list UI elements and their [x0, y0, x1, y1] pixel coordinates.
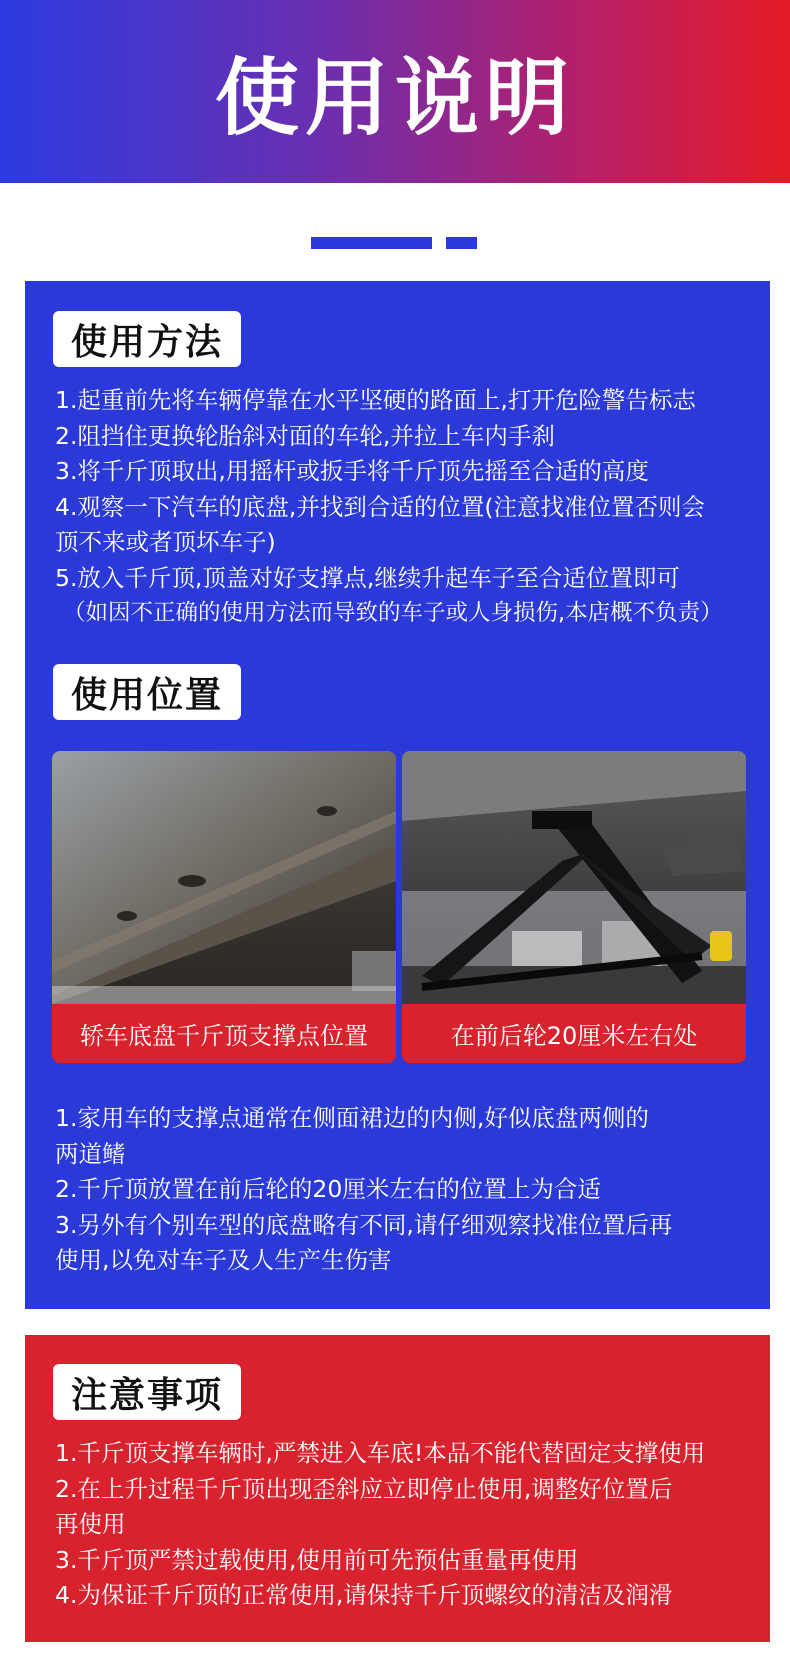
list-item: 3.将千斤顶取出,用摇杆或扳手将千斤顶先摇至合适的高度	[55, 457, 649, 485]
car-underbody-photo	[52, 751, 396, 1004]
photo-caption: 轿车底盘千斤顶支撑点位置	[52, 1004, 396, 1063]
list-item: 2.阻挡住更换轮胎斜对面的车轮,并拉上车内手刹	[55, 421, 555, 450]
list-item: 5.放入千斤顶,顶盖对好支撑点,继续升起车子至合适位置即可	[55, 563, 680, 592]
divider-bar	[311, 237, 432, 249]
photo-caption: 在前后轮20厘米左右处	[402, 1004, 746, 1063]
usage-position-list	[55, 1101, 672, 1279]
page-title: 使用说明	[214, 49, 575, 147]
list-item: 1.家用车的支撑点通常在侧面裙边的内侧,好似底盘两侧的	[55, 1104, 649, 1132]
list-item: 2.在上升过程千斤顶出现歪斜应立即停止使用,调整好位置后	[55, 1474, 673, 1503]
scissor-jack-photo	[402, 751, 746, 1004]
list-item: 4.为保证千斤顶的正常使用,请保持千斤顶螺纹的清洁及润滑	[55, 1581, 673, 1609]
list-item: 3.千斤顶严禁过载使用,使用前可先预估重量再使用	[55, 1545, 579, 1574]
list-item: 1.起重前先将车辆停靠在水平坚硬的路面上,打开危险警告标志	[55, 386, 696, 414]
divider-dot	[446, 237, 477, 249]
precautions-list	[55, 1436, 705, 1614]
photo-card-jack	[402, 751, 746, 1063]
precautions-heading: 注意事项	[53, 1364, 241, 1420]
list-item: 使用,以免对车子及人生产生伤害	[55, 1246, 392, 1274]
list-item: 1.千斤顶支撑车辆时,严禁进入车底!本品不能代替固定支撑使用	[55, 1439, 706, 1467]
list-item: 两道鳍	[55, 1139, 126, 1168]
disclaimer: （如因不正确的使用方法而导致的车子或人身损伤,本店概不负责）	[63, 600, 723, 626]
usage-method-heading: 使用方法	[53, 311, 241, 367]
list-item: 4.观察一下汽车的底盘,并找到合适的位置(注意找准位置否则会	[55, 492, 706, 521]
list-item: 顶不来或者顶坏车子)	[55, 528, 276, 556]
header-banner	[0, 0, 790, 183]
list-item: 3.另外有个别车型的底盘略有不同,请仔细观察找准位置后再	[55, 1210, 673, 1239]
usage-position-heading: 使用位置	[53, 664, 241, 720]
photo-card-underbody	[52, 751, 396, 1063]
list-item: 2.千斤顶放置在前后轮的20厘米左右的位置上为合适	[55, 1175, 601, 1203]
list-item: 再使用	[55, 1510, 126, 1538]
usage-method-list	[55, 383, 723, 632]
